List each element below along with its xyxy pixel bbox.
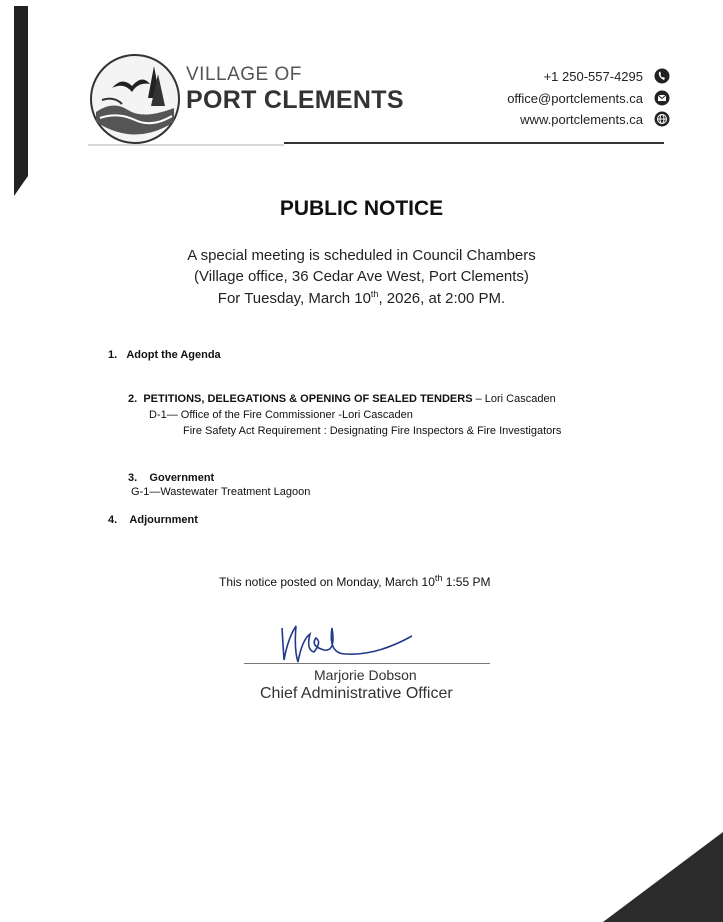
agenda-item-3-sub-1: G-1—Wastewater Treatment Lagoon xyxy=(131,486,311,498)
agenda-item-2-sub-1: D-1— Office of the Fire Commissioner -Lori Cascaden xyxy=(149,409,413,421)
scan-edge-bar xyxy=(14,6,28,176)
notice-line-3: For Tuesday, March 10th, 2026, at 2:00 PM. xyxy=(217,289,506,307)
signature-line xyxy=(244,663,490,664)
phone-text: +1 250-557-4295 xyxy=(543,69,643,84)
notice-line-1: A special meeting is scheduled in Council Chambers xyxy=(187,247,536,264)
website-text: www.portclements.ca xyxy=(520,112,643,127)
agenda-item-4: 4. Adjournment xyxy=(108,514,198,526)
agenda-item-2-sub-2: Fire Safety Act Requirement : Designating Fire Inspectors & Fire Investigators xyxy=(183,425,562,437)
notice-line-2: (Village office, 36 Cedar Ave West, Port Clements) xyxy=(194,268,529,285)
posted-notice: This notice posted on Monday, March 10th 1:55 PM xyxy=(219,573,491,589)
notice-title: PUBLIC NOTICE xyxy=(279,197,444,220)
agenda-item-3: 3. Government xyxy=(128,472,215,484)
email-icon xyxy=(654,90,670,106)
email-text: office@portclements.ca xyxy=(507,91,643,106)
agenda-item-2: 2. PETITIONS, DELEGATIONS & OPENING OF SEALED TENDERS – Lori Cascaden xyxy=(128,393,556,405)
village-of-heading: VILLAGE OF xyxy=(186,64,302,85)
signatory-name: Marjorie Dobson xyxy=(314,667,417,683)
header-rule-faded xyxy=(88,144,284,146)
scan-corner-fold xyxy=(603,832,723,922)
globe-icon xyxy=(654,111,670,127)
village-logo xyxy=(88,52,182,146)
signatory-title: Chief Administrative Officer xyxy=(260,685,453,702)
village-name-heading: PORT CLEMENTS xyxy=(186,86,404,114)
scan-edge-tail xyxy=(14,176,28,196)
phone-icon xyxy=(654,68,670,84)
agenda-item-1: 1. Adopt the Agenda xyxy=(108,349,221,361)
header-rule xyxy=(284,142,664,144)
